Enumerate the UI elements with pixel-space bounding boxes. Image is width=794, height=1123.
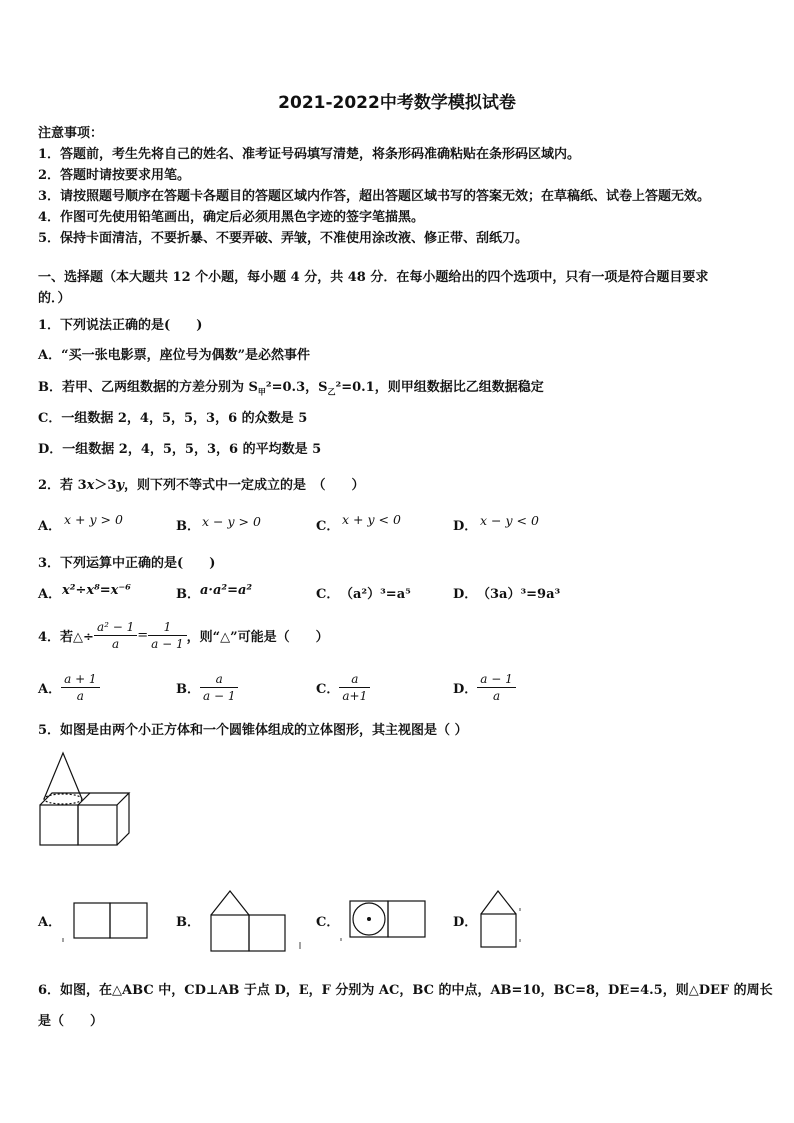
q2-label-a: A．: [38, 519, 62, 534]
q3-label-b: B．: [176, 587, 200, 602]
q2-stem: 2．若 3x＞3y，则下列不等式中一定成立的是 （ ）: [38, 478, 365, 493]
q4-option-b: B． $\frac{a}{a - 1}$: [176, 672, 238, 703]
q2-label-b: B．: [176, 519, 200, 534]
cube-front-right: [78, 805, 117, 845]
q2-label-c: C．: [316, 519, 340, 534]
q5-label-a: A．: [38, 915, 62, 930]
q3-stem: 3．下列运算中正确的是( ): [38, 556, 216, 571]
cone-outline: [44, 753, 82, 799]
q1-option-b: B．若甲、乙两组数据的方差分别为 $S_甲^2=0.3$，$S_乙^2=0.1$，则甲组数据比乙组数据稳定: [38, 380, 544, 397]
q6-stem: 6．如图，在△ABC 中，CD⊥AB 于点 D，E，F 分别为 AC，BC 的中点，AB=10，BC=8，DE=4.5，则△DEF 的周长: [38, 983, 773, 998]
notice-item: 2．答题时请按要求用笔。: [38, 168, 191, 183]
q2-option-b: x − y > 0: [202, 514, 261, 529]
cube-side: [117, 793, 129, 845]
q4-fraction-1: $\frac{\text{a² − 1}}{a}$: [94, 620, 137, 651]
q1-option-d: D．一组数据 2，4，5，5，3，6 的平均数是 5: [38, 442, 322, 457]
q5-option-b-figure: [208, 888, 308, 956]
q3-label-d: D．: [453, 587, 478, 602]
q5-solid-figure: [36, 750, 136, 850]
notice-item: 3．请按照题号顺序在答题卡各题目的答题区域内作答，超出答题区域书写的答案无效；在草稿纸、试卷上答题无效。: [38, 189, 711, 204]
q3-label-a: A．: [38, 587, 62, 602]
q3-option-d: （3a）³=9a³: [477, 587, 561, 602]
q2-option-a: x + y > 0: [64, 512, 123, 527]
q2-option-c: x + y < 0: [342, 512, 401, 527]
q4-option-c: C． $\frac{a}{a+1}$: [316, 672, 370, 703]
q3-option-b: a·a²=a²: [200, 583, 253, 598]
cube-front-left: [40, 805, 78, 845]
q5-label-c: C．: [316, 915, 340, 930]
q4-option-a: A． $\frac{a + 1}{a}$: [38, 672, 100, 703]
q5-option-a-figure: [62, 900, 152, 945]
q3-option-c: （a²）³=a⁵: [340, 587, 411, 602]
q5-stem: 5．如图是由两个小正方体和一个圆锥体组成的立体图形，其主视图是（ ）: [38, 723, 468, 738]
notice-item: 4．作图可先使用铅笔画出，确定后必须用黑色字迹的签字笔描黑。: [38, 210, 425, 225]
q5-option-d-figure: [476, 888, 536, 950]
q3-option-a: x²÷x⁸=x⁻⁶: [62, 583, 131, 598]
notice-item: 5．保持卡面清洁，不要折暴、不要弄破、弄皱，不准使用涂改液、修正带、刮纸刀。: [38, 231, 529, 246]
q2-label-d: D．: [453, 519, 478, 534]
triangle: [211, 891, 249, 915]
q5-label-d: D．: [453, 915, 478, 930]
notice-heading: 注意事项：: [38, 126, 104, 141]
q4-option-d: D． $\frac{a - 1}{a}$: [453, 672, 516, 703]
q2-option-d: x − y < 0: [480, 513, 539, 528]
triangle: [481, 891, 516, 914]
q1-option-a: A．“买一张电影票，座位号为偶数”是必然事件: [38, 348, 311, 363]
q3-label-c: C．: [316, 587, 340, 602]
page-title: 2021-2022中考数学模拟试卷: [278, 93, 516, 113]
notice-item: 1．答题前，考生先将自己的姓名、准考证号码填写清楚，将条形码准确粘贴在条形码区域内。: [38, 147, 581, 162]
q1-stem: 1．下列说法正确的是( ): [38, 318, 203, 333]
q5-label-b: B．: [176, 915, 200, 930]
q4-stem: 4．若△÷ $\frac{\text{a² − 1}}{a}$ = $\frac{1}{a - 1}$ ，则“△”可能是（ ）: [38, 620, 329, 651]
section-heading-cont: 的．）: [38, 291, 71, 306]
q4-fraction-2: $\frac{1}{a - 1}$: [148, 620, 186, 651]
q1-option-c: C．一组数据 2，4，5，5，3，6 的众数是 5: [38, 411, 308, 426]
q5-option-c-figure: [338, 898, 430, 943]
q6-stem-cont: 是（ ）: [38, 1014, 104, 1029]
section-heading: 一、选择题（本大题共 12 个小题，每小题 4 分，共 48 分．在每小题给出的四个选项中，只有一项是符合题目要求: [38, 270, 709, 285]
